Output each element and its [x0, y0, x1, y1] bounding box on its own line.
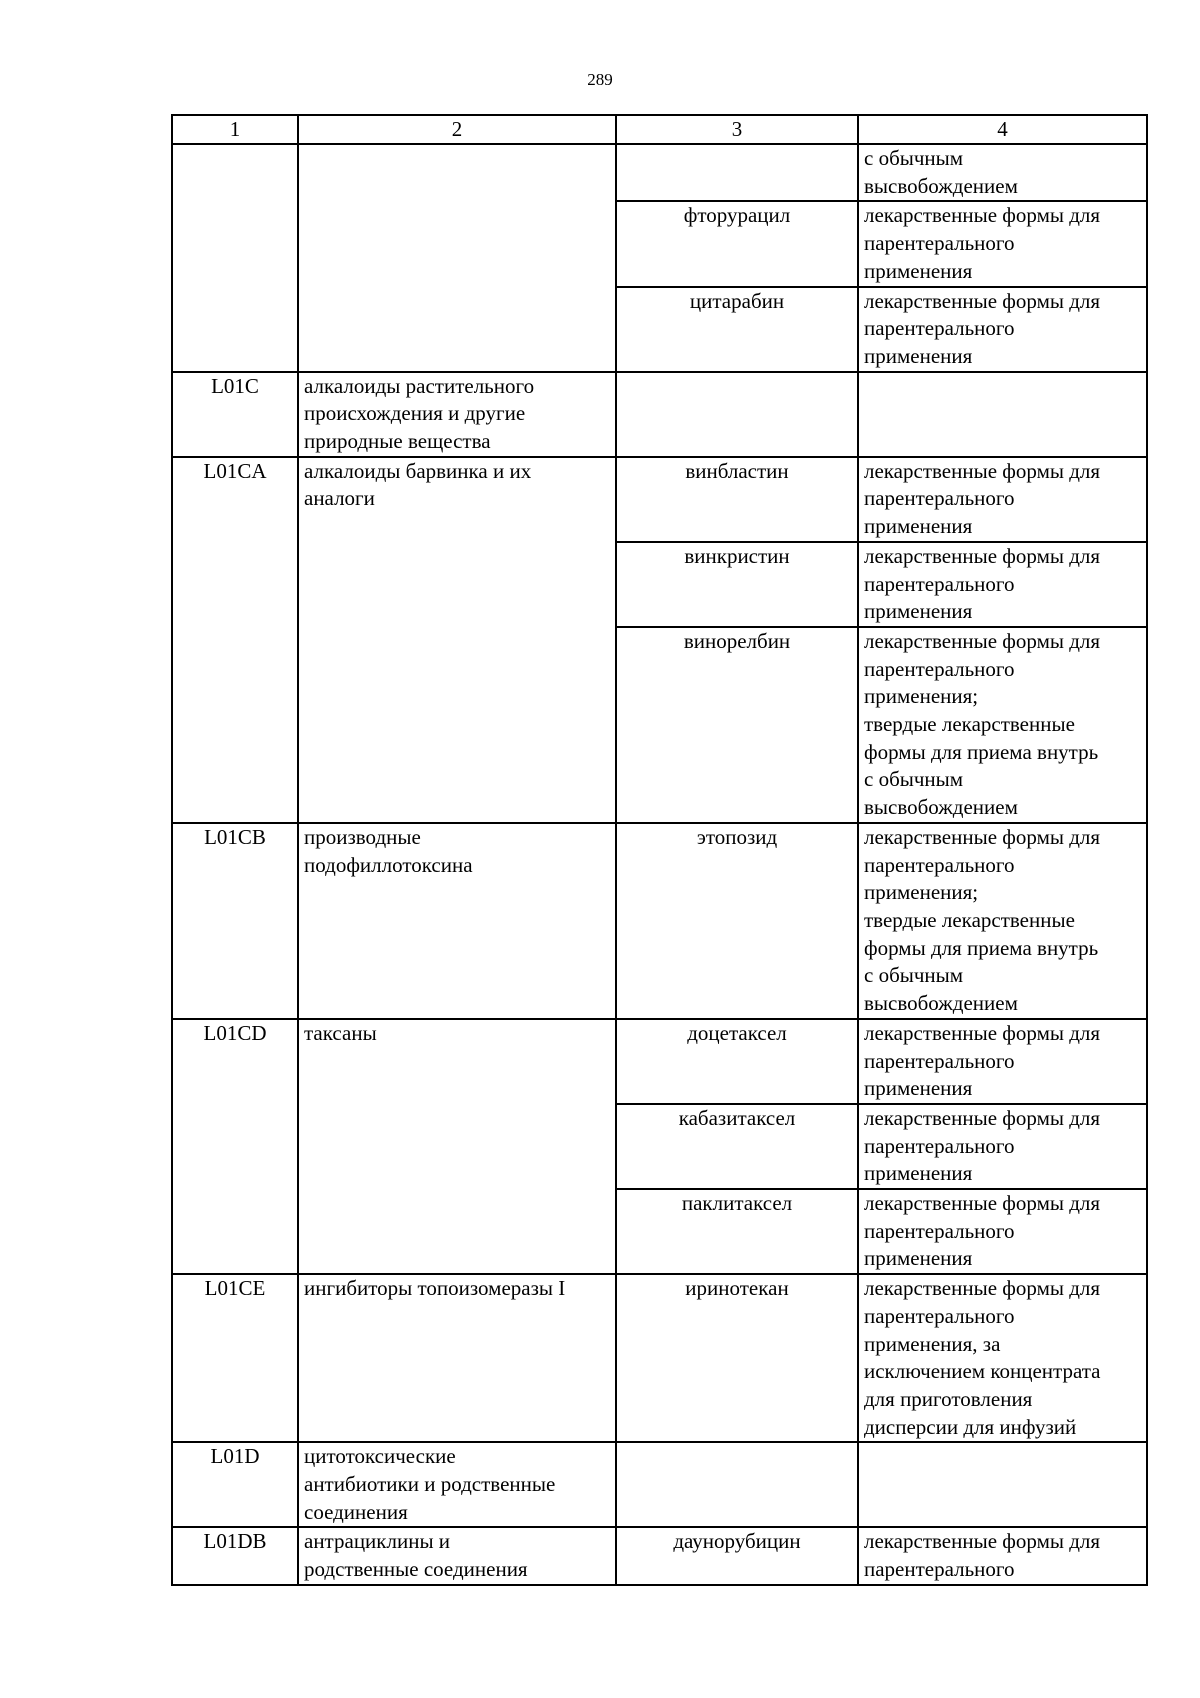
- dosage-form-cell: лекарственные формы для парентерального применения: [858, 1104, 1147, 1189]
- table-header-row: [172, 115, 1147, 144]
- table-body: [172, 144, 1147, 1585]
- header-cell-4: 4: [858, 115, 1147, 144]
- atc-code-cell: L01CE: [172, 1274, 298, 1442]
- atc-code-cell: L01CA: [172, 457, 298, 823]
- table-row: [172, 1527, 1147, 1584]
- header-cell-3: 3: [616, 115, 858, 144]
- atc-code-cell: L01C: [172, 372, 298, 457]
- drug-name-cell: фторурацил: [616, 201, 858, 286]
- anatomical-therapeutic-group-cell: антрациклины и родственные соединения: [298, 1527, 616, 1584]
- drug-name-cell: [616, 144, 858, 201]
- drug-name-cell: [616, 372, 858, 457]
- drug-classification-table: [171, 114, 1148, 1586]
- drug-name-cell: паклитаксел: [616, 1189, 858, 1274]
- dosage-form-cell: лекарственные формы для парентерального применения: [858, 201, 1147, 286]
- anatomical-therapeutic-group-cell: производные подофиллотоксина: [298, 823, 616, 1019]
- drug-name-cell: винкристин: [616, 542, 858, 627]
- anatomical-therapeutic-group-cell: [298, 144, 616, 372]
- drug-name-cell: даунорубицин: [616, 1527, 858, 1584]
- header-cell-1: 1: [172, 115, 298, 144]
- table-row: [172, 823, 1147, 1019]
- dosage-form-cell: [858, 372, 1147, 457]
- atc-code-cell: [172, 144, 298, 372]
- drug-name-cell: кабазитаксел: [616, 1104, 858, 1189]
- table-row: [172, 1274, 1147, 1442]
- dosage-form-cell: лекарственные формы для парентерального применения: [858, 457, 1147, 542]
- drug-name-cell: винорелбин: [616, 627, 858, 823]
- drug-name-cell: иринотекан: [616, 1274, 858, 1442]
- table-row: [172, 372, 1147, 457]
- drug-name-cell: цитарабин: [616, 287, 858, 372]
- drug-name-cell: этопозид: [616, 823, 858, 1019]
- dosage-form-cell: лекарственные формы для парентерального применения: [858, 1189, 1147, 1274]
- anatomical-therapeutic-group-cell: таксаны: [298, 1019, 616, 1274]
- table-row: [172, 1019, 1147, 1104]
- dosage-form-cell: лекарственные формы для парентерального применения; твердые лекарственные формы для приема внутрь с обычным высвобождением: [858, 823, 1147, 1019]
- anatomical-therapeutic-group-cell: алкалоиды растительного происхождения и другие природные вещества: [298, 372, 616, 457]
- table-row: [172, 457, 1147, 542]
- drug-name-cell: винбластин: [616, 457, 858, 542]
- table-row: [172, 144, 1147, 201]
- anatomical-therapeutic-group-cell: алкалоиды барвинка и их аналоги: [298, 457, 616, 823]
- dosage-form-cell: лекарственные формы для парентерального применения: [858, 542, 1147, 627]
- dosage-form-cell: с обычным высвобождением: [858, 144, 1147, 201]
- dosage-form-cell: лекарственные формы для парентерального применения: [858, 1019, 1147, 1104]
- drug-name-cell: [616, 1442, 858, 1527]
- dosage-form-cell: лекарственные формы для парентерального: [858, 1527, 1147, 1584]
- dosage-form-cell: лекарственные формы для парентерального применения: [858, 287, 1147, 372]
- atc-code-cell: L01DB: [172, 1527, 298, 1584]
- atc-code-cell: L01D: [172, 1442, 298, 1527]
- header-cell-2: 2: [298, 115, 616, 144]
- page-number: 289: [587, 70, 613, 89]
- drug-name-cell: доцетаксел: [616, 1019, 858, 1104]
- atc-code-cell: L01CD: [172, 1019, 298, 1274]
- dosage-form-cell: лекарственные формы для парентерального применения; твердые лекарственные формы для приема внутрь с обычным высвобождением: [858, 627, 1147, 823]
- dosage-form-cell: [858, 1442, 1147, 1527]
- atc-code-cell: L01CB: [172, 823, 298, 1019]
- dosage-form-cell: лекарственные формы для парентерального применения, за исключением концентрата для приготовления дисперсии для инфузий: [858, 1274, 1147, 1442]
- table-row: [172, 1442, 1147, 1527]
- anatomical-therapeutic-group-cell: ингибиторы топоизомеразы I: [298, 1274, 616, 1442]
- anatomical-therapeutic-group-cell: цитотоксические антибиотики и родственные соединения: [298, 1442, 616, 1527]
